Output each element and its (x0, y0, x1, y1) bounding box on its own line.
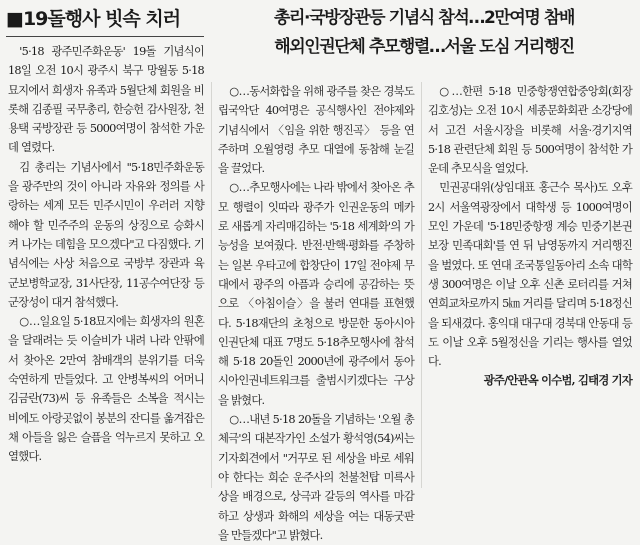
paragraph-overseas: ○…추모행사에는 나라 밖에서 찾아온 추모 행렬이 잇따라 광주가 인권운동의 메카로 새롭게 자리매김하는 '5·18 세계화'의 가능성을 보여줬다. 반전·반핵·평화를 주창하는 일본 우타고에 합창단이 17일 전야제 무대에서 광주의 아픔과 승리에 공감하는 뜻으로 〈아침이슬〉을 불러 연대를 표현했다. 5·18재단의 초청으로 방문한 동아시아 인권단체 대표 7명도 5·18추모행사에 참석해 5·18 20돌인 2000년에 광주에서 동아시아인권네트워크를 출범시키겠다는 구상을 밝혔다. (218, 181, 414, 407)
paragraph-rain: ○…일요일 5·18묘지에는 희생자의 원혼을 달래려는 듯 이슬비가 내려 나라 안팎에서 찾아온 2만여 참배객의 분위기를 더욱 숙연하게 만들었다. 고 안병복씨의 어머니 김금란(73)씨 등 유족들은 소복을 적시는 비에도 아랑곳없이 봉분의 잔디를 옮겨잡은 채 아들을 잃은 슬픔을 억누르지 못하고 오열했다. (8, 315, 204, 464)
paragraph-march: 민권공대위(상임대표 홍근수 목사)도 오후 2시 서울역광장에서 대학생 등 1000여명이 모인 가운데 '5·18민중항쟁 계승 민중기본권 보장 민족대회'를 연 뒤 남영동까지 거리행진을 벌였다. 또 연대 조국통일동아리 소속 대학생 300여명은 이날 오후 신촌 로터리를 거쳐 연희교차로까지 5㎞ 거리를 달리며 5·18정신을 되새겼다. 홍익대 대구대 경북대 안동대 등도 이날 오후 5월정신을 기리는 행사를 열었다. (428, 181, 632, 369)
headline-line-1: 총리·국방장관등 기념식 참석…2만여명 참배 (273, 8, 574, 28)
byline: 광주/안관옥 이수범, 김태경 기자 (483, 373, 632, 388)
main-headline (214, 4, 634, 62)
paragraph-lead: '5·18 광주민주화운동' 19돌 기념식이 18일 오전 10시 광주시 북구 망월동 5·18묘지에서 희생자 유족과 5월단체 회원을 비롯해 김종필 국무총리, 한승헌 감사원장, 천용택 국방장관 등 5000여명이 참석한 가운데 열렸다. (8, 45, 204, 155)
section-headline: ■19돌행사 빗속 치러 (6, 8, 181, 30)
article-column-2 (218, 82, 414, 542)
headline-rule (6, 36, 204, 37)
article-column-1 (8, 42, 204, 490)
article-column-3 (428, 82, 632, 490)
column-divider (211, 82, 212, 488)
paragraph-speech: 김 총리는 기념사에서 "5·18민주화운동을 광주만의 것이 아니라 자유와 정의를 사랑하는 세계 모든 민주시민이 우러러 지향해야 할 민주주의 운동의 상징으로 승화시켜 나가는 데힘을 모으겠다"고 다짐했다. 기념식에는 사상 처음으로 국방부 장관과 육군보병학교장, 31사단장, 11공수여단장 등 군장성이 대거 참석했다. (8, 160, 204, 309)
headline-line-2: 해외인권단체 추모행렬…서울 도심 거리행진 (274, 37, 574, 57)
column-divider (421, 82, 422, 488)
paragraph-playwright: ○…내년 5·18 20돌을 기념하는 '오월 총체극'의 대본작가인 소설가 황석영(54)씨는 기자회견에서 "거꾸로 된 세상을 바로 세워야 한다는 희순 운주사의 천불천탑 미륵사상을 배경으로, 상극과 갈등의 역사를 마감하고 상생과 화해의 세상을 여는 대동굿판을 만들겠다"고 밝혔다. (218, 413, 414, 542)
paragraph-seoul: ○…한편 5·18 민중항쟁연합중앙회(회장 김호성)는 오전 10시 세종문화회관 소강당에서 고건 서울시장을 비롯해 서울·경기지역 5·18 관련단체 회원 등 500여명이 참석한 가운데 추모식을 열었다. (428, 85, 632, 176)
paragraph-gukak: ○…동서화합을 위해 광주를 찾은 경북도립국악단 40여명은 공식행사인 전야제와 기념식에서 〈임을 위한 행진곡〉 등을 연주하며 오월영령 추모 대열에 동참해 눈길을 끌었다. (218, 85, 414, 176)
